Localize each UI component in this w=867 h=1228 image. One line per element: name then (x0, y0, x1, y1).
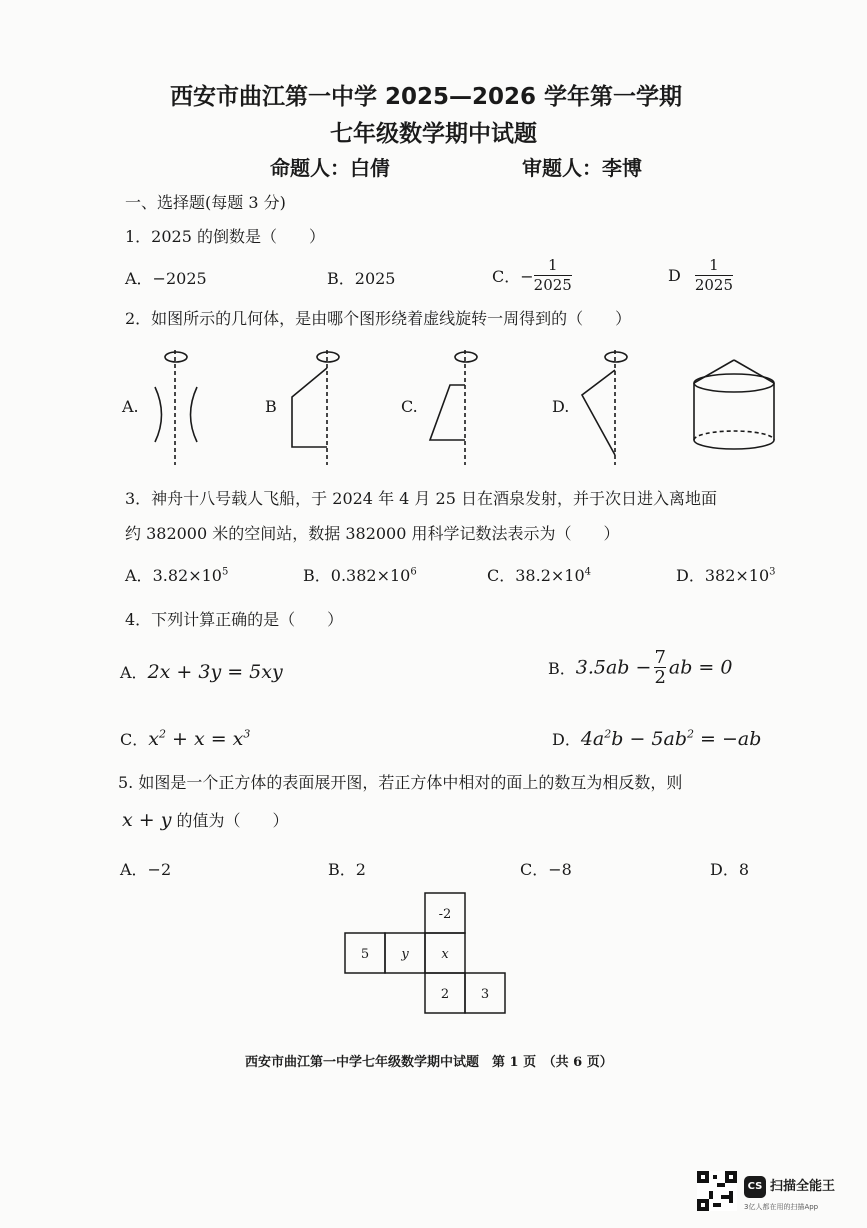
q4-c-expr: $x^2 + x = x^3$ (148, 727, 251, 750)
q3-line2: 约 382000 米的空间站，数据 382000 用科学记数法表示为（ ） (125, 524, 620, 543)
exam-title: 七年级数学期中试题 (330, 121, 537, 147)
q2-figure-b (292, 350, 339, 465)
net-label-bottom-right: 3 (480, 987, 490, 1002)
q3-d-base: 382×10 (704, 566, 770, 585)
q1-option-a: A．−2025 (125, 269, 207, 288)
q1-d-label: D (668, 266, 681, 285)
q2-figure-a (155, 350, 197, 465)
q4-b-fraction (654, 648, 665, 687)
q4-b-post: ab = 0 (668, 656, 733, 679)
q2-figure-c (430, 350, 477, 465)
q3-option-c (487, 563, 591, 586)
q4-b-pre: 3.5ab − (575, 656, 652, 679)
q2-figure-d (582, 350, 627, 465)
q3-a-label: A． (125, 566, 153, 585)
q1-c-num: 1 (547, 256, 558, 274)
q5-line1: 5. 如图是一个正方体的表面展开图，若正方体中相对的面上的数互为相反数，则 (118, 773, 683, 792)
q1-option-c (492, 256, 572, 295)
scanner-name: 扫描全能王 (770, 1179, 836, 1194)
qr-code-icon (697, 1171, 737, 1211)
q3-b-exp: 6 (410, 566, 417, 578)
page-footer: 西安市曲江第一中学七年级数学期中试题 第 1 页 （共 6 页） (245, 1055, 613, 1070)
q3-c-exp: 4 (584, 566, 592, 578)
q1-d-fraction (695, 256, 733, 295)
q2-figures (0, 340, 867, 470)
q4-option-d (552, 727, 761, 750)
q3-option-a (125, 563, 228, 586)
scanner-logo-icon: CS (744, 1176, 766, 1198)
q1-c-den: 2025 (533, 276, 572, 294)
q3-a-exp: 5 (221, 566, 229, 578)
q5-line2-math: x + y (122, 809, 172, 831)
q2-option-a: A. (122, 397, 139, 416)
q5-line2-text: 的值为（ ） (176, 811, 289, 830)
q4-b-den: 2 (654, 667, 666, 688)
q4-stem: 4．下列计算正确的是（ ） (125, 610, 344, 629)
q4-c-label: C． (120, 730, 149, 749)
scanner-tagline: 3亿人都在用的扫描App (744, 1203, 819, 1211)
q3-c-label: C． (487, 566, 516, 585)
q1-d-num: 1 (709, 256, 719, 274)
q4-b-num: 7 (654, 647, 666, 668)
q4-d-label: D． (552, 730, 581, 749)
q5-option-a: A．−2 (120, 860, 172, 879)
q1-stem: 1．2025 的倒数是（ ） (125, 227, 325, 246)
q3-option-d (676, 563, 776, 586)
q4-option-b (548, 648, 732, 687)
section-title: 一、选择题(每题 3 分) (125, 193, 286, 212)
q4-a-expr: 2x + 3y = 5xy (147, 661, 283, 683)
q5-option-b: B．2 (328, 860, 366, 879)
q3-b-label: B． (303, 566, 331, 585)
q5-cube-net (340, 888, 510, 1018)
q3-option-b (303, 563, 417, 586)
q5-line2 (122, 808, 289, 831)
q3-b-base: 0.382×10 (330, 566, 411, 585)
q3-a-base: 3.82×10 (152, 566, 222, 585)
net-label-bottom: 2 (440, 987, 450, 1002)
q4-option-c (120, 727, 250, 750)
q3-d-exp: 3 (769, 566, 776, 578)
q3-d-label: D． (676, 566, 705, 585)
q2-solid-figure (694, 360, 774, 449)
q3-c-base: 38.2×10 (515, 566, 585, 585)
q4-b-label: B． (548, 659, 576, 678)
net-label-center: x (441, 947, 449, 962)
q4-d-expr: $4a^2b - 5ab^2 = -ab$ (580, 727, 762, 750)
q1-c-label: C．− (492, 267, 534, 286)
q1-option-b: B．2025 (327, 269, 396, 288)
q2-option-b: B (265, 397, 277, 416)
net-label-mid-left: y (401, 947, 409, 962)
q4-a-label: A． (120, 663, 148, 682)
q5-option-c: C．−8 (520, 860, 572, 879)
q2-option-c: C. (401, 397, 418, 416)
q1-d-den: 2025 (694, 276, 734, 294)
reviewer: 审题人：李博 (522, 156, 642, 180)
school-title: 西安市曲江第一中学 2025—2026 学年第一学期 (170, 84, 683, 110)
net-label-left: 5 (360, 947, 370, 962)
q2-option-d: D. (552, 397, 570, 416)
q5-option-d: D．8 (710, 860, 750, 879)
q4-option-a (120, 660, 283, 683)
q2-stem: 2．如图所示的几何体，是由哪个图形绕着虚线旋转一周得到的（ ） (125, 309, 632, 328)
q1-c-fraction (534, 256, 572, 295)
author: 命题人：白倩 (270, 156, 390, 180)
q1-option-d (668, 256, 733, 295)
q3-line1: 3．神舟十八号载人飞船，于 2024 年 4 月 25 日在酒泉发射，并于次日进入离地面 (125, 489, 717, 508)
net-label-top: -2 (438, 907, 452, 922)
